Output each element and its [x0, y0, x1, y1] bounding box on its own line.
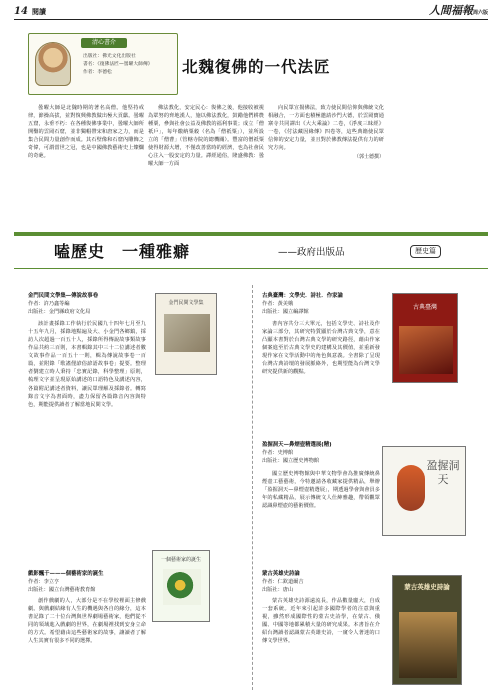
banner-subtitle: ——政府出版品	[278, 247, 345, 258]
book-title: 金門民間文學集—傳說故事卷	[28, 293, 99, 299]
article-paragraph: 佛法教化，安定民心：復佛之後，他接收被視為眾努的齊地漢人，施以佛法教化，鼓勵他們耕農種粟，參與社會公益及佛教的福利事業；成立「僧祇戶」，每年繳納粟穀（名為「僧祇粟」），並所設立的「僧曹」（管轄寺院的總機關）。豐富的僧祇粟使得財源大增，不僅改善當時的經濟，也為社會民心注入一股安定的力量。譯經通俗，隆盛佛教：曇曜大師一方面	[148, 105, 264, 168]
book-title: 古典臺灣：文學史．詩社．作家論	[262, 293, 343, 299]
book-cover-1	[155, 293, 217, 375]
book-author: 作者：仁欽道爾吉	[262, 579, 304, 586]
book-description: 國立歷史博物館與中華文物學會為推廣傳統鼻煙壺工藝藝術，今特邀請各收藏家提供精品，舉辦「盈握洞天—鼻煙壺精選展」，期透過學會與會員多年的私藏精品，展示傳統文人仕紳雅趣，帶領觀眾認識鼻煙壺的藝術價值。	[262, 471, 380, 510]
cover-title: 古典臺灣	[412, 304, 437, 311]
book-description-3	[262, 320, 380, 440]
book-publisher: 出版社：國立編譯館	[262, 309, 309, 316]
article-author: （郭士德撰）	[353, 154, 384, 161]
book-title: 戲影飄千———個藝術家的誕生	[28, 571, 104, 577]
book-description: 該計畫採錄工作執行於民國九十四年七月至九十五年九月，採錄地點遍及大、小金門各鄉鎮，採訪人次超過一百五十人，採錄所得傳說故事類故事作品共約三百則，本書輯錄其中三十二位講述者數文故事作品一百五十一則，輯為傳說故事卷一百篇，並附錄「歌謠俚諺俗諺語故事卷」提要。整理者劉建立時人秉持「忠實記錄，科學整理」原則，梳理文字並呈現原始講述的口語特色及講述內容，各篇附記講述者資料，讓民眾理解及採錄者。轉寫錄音文字為書面時，盡力保留各篇錄音內容與特色，期能提供讀者了解當地民間文學。	[28, 321, 146, 408]
cover-image	[397, 465, 425, 511]
article-headline: 北魏復佛的一代法匠	[182, 58, 331, 76]
book-publisher: 出版社：國立台灣藝術教育館	[28, 587, 96, 594]
page-header	[14, 6, 488, 20]
cover-title: 一個藝術家的誕生	[160, 557, 201, 563]
book-description-4	[262, 470, 380, 558]
cover-image	[399, 612, 457, 678]
cover-title: 蒙古英雄史詩論	[404, 583, 450, 591]
article-column-2	[148, 104, 264, 176]
book-author: 作者：黃美娥	[262, 301, 294, 308]
masthead	[429, 4, 488, 20]
column-divider	[252, 285, 253, 690]
banner-bottom-rule	[14, 268, 488, 269]
card-label: 清心書介	[81, 38, 127, 48]
book-info-card	[28, 33, 178, 95]
cover-image	[164, 314, 210, 352]
book-cover-3	[392, 293, 458, 383]
book-description-5	[262, 597, 380, 689]
cover-title: 金門民間文學集	[168, 300, 204, 306]
card-publisher: 出版社：佛光文化出版社	[83, 54, 136, 59]
section-banner	[14, 232, 488, 272]
book-author: 作者：李立亨	[28, 579, 60, 586]
monk-portrait-illustration	[35, 42, 71, 86]
article-paragraph: 曇曜大師是北魏時期的著名高僧。他堅持戒律，節操高拔，並對復興佛教做出極大貢獻。曇曜五窟，永垂不朽：在各種復佛事業中，曇曜大師所開鑿的雲岡石窟，並非獨帽帶宋和唐家之力，而是集合民間力量創作而成。其石壁像和石窟內雕飾之奇偉，可謂當世之冠，也是中國佛教藝術史上燦爛的奇葩。	[28, 105, 144, 160]
card-author: 作者：李德松	[83, 70, 112, 75]
section-label: 閱讀	[32, 8, 46, 16]
book-publisher: 出版社：國立歷史博物館	[262, 458, 320, 465]
book-description: 創作戲劇的人，大部分是不在學校裡面主修戲劇。與戲劇結緣有人生的機遇與各自的緣分，這本書記錄了二十位台灣與世界劇場藝術家，他們從不同的領域進入戲劇的世界，在劇場裡找到安身立命的方式。希望藉由這些藝術家的故事，讓讀者了解人生其實有很多不同的選擇。	[28, 598, 146, 645]
cover-image	[399, 326, 453, 374]
book-author: 作者：許乃鑫等編	[28, 301, 70, 308]
book-description-1	[28, 320, 146, 560]
cover-image	[163, 569, 201, 605]
banner-title: 嗑歷史 一種雅癖	[54, 242, 191, 261]
masthead-title: 人間福報	[428, 4, 473, 17]
banner-top-rule	[14, 232, 488, 236]
book-cover-5	[392, 575, 462, 685]
article-paragraph: 向民眾宣揚佛法，致力使民間信仰與佛統文化相融合，一方面也積極邀請沙門大德，於雲岡寶通寨寺共同譯出《大大乘論》二卷，《淨度三昧經》一卷，《付法藏因緣傳》四卷等，這些典籍使民眾信仰的安定力量，並且對於佛教傳法提供有力的研究方向。	[268, 105, 384, 152]
book-entry-1	[28, 292, 256, 317]
book-description-2	[28, 597, 146, 689]
book-author: 作者：史博館	[262, 450, 294, 457]
book-entry-2	[28, 570, 256, 595]
card-meta	[83, 53, 153, 77]
book-cover-4	[382, 446, 466, 536]
card-book-title: 書名：《復佛法匠—曇曜大師傳》	[83, 62, 153, 67]
article-column-1	[28, 104, 144, 176]
book-publisher: 出版社：唐山	[262, 587, 294, 594]
book-title: 蒙古英雄史詩論	[262, 571, 300, 577]
article-column-3	[268, 104, 384, 176]
book-publisher: 出版社：金門縣政府文化局	[28, 309, 91, 316]
banner-tag: 歷史篇	[410, 245, 441, 258]
book-cover-2	[152, 550, 210, 622]
cover-title: 盈握洞天	[426, 459, 460, 486]
page-number: 14	[14, 6, 28, 17]
book-description: 蒙古英雄史詩源遠流長，作品數量龐大，自成一套系統。近年來引起許多國際學者的注意與重視，雖然形成國際性的蒙古史詩學，在蒙古、俄國、中國等地都累積大量的研究成果。本書旨在介紹台灣讀者認識蒙古英雄史詩，一窺令人著迷的口傳文學世界。	[262, 598, 380, 645]
masthead-edition: 周六版	[472, 10, 488, 16]
book-description: 書內容共分三大單元，包括文學史、詩社及作家論三部分，其研究特質顯於台灣古典文學，意在凸顯本書對於台灣古典文學的研究路徑，藉由作家個案進至於古典文學史的建構及其價值，並重新發現作家在文學活動中的角色與意義。全書除了呈現台灣古典詩壇的發展脈絡外，也期望能為台灣文學研究提供新的觀點。	[262, 321, 380, 376]
book-title: 盈握洞天—鼻煙壺精選展(精)	[262, 442, 332, 448]
